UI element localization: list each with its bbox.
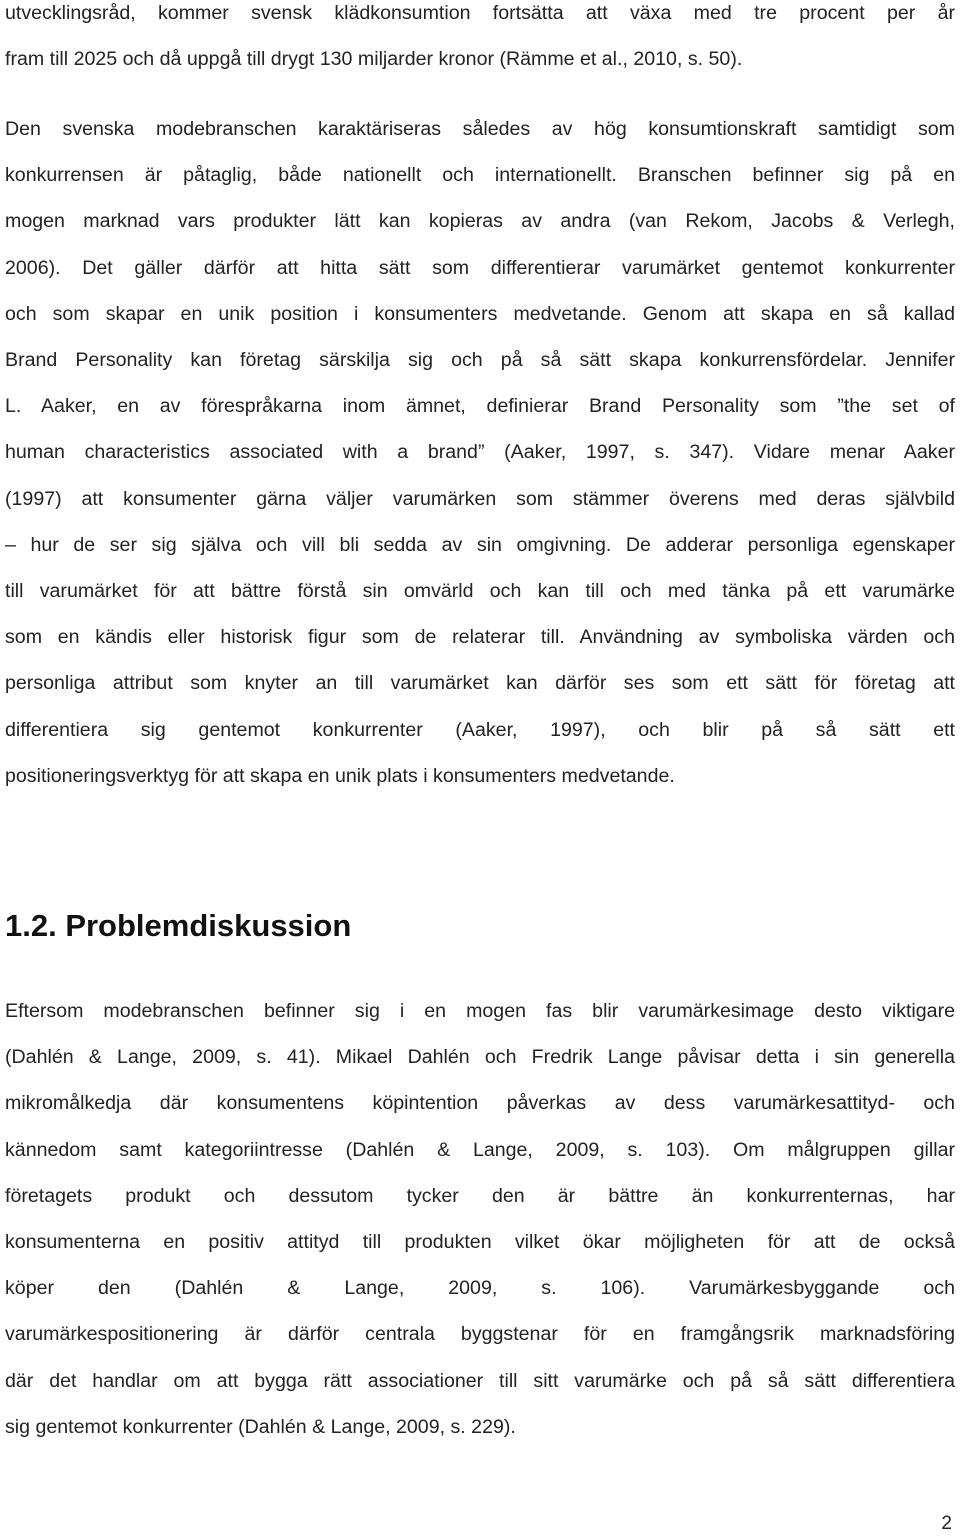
text-line: sig gentemot konkurrenter (Dahlén & Lange, 2009, s. 229). — [5, 1415, 516, 1438]
text-line: företagets produkt och dessutom tycker den är bättre än konkurrenternas, har — [5, 1184, 955, 1207]
text-line: varumärkespositionering är därför centrala byggstenar för en framgångsrik marknadsföring — [5, 1323, 955, 1346]
text-line: mogen marknad vars produkter lätt kan kopieras av andra (van Rekom, Jacobs & Verlegh, — [5, 210, 955, 233]
page-number: 2 — [941, 1513, 952, 1534]
text-line: där det handlar om att bygga rätt associationer till sitt varumärke och på så sätt differentiera — [5, 1369, 955, 1392]
text-line: som en kändis eller historisk figur som de relaterar till. Användning av symboliska värden och — [5, 626, 955, 649]
text-line: fram till 2025 och då uppgå till drygt 130 miljarder kronor (Rämme et al., 2010, s. 50). — [5, 48, 743, 71]
text-line: konsumenterna en positiv attityd till produkten vilket ökar möjligheten för att de också — [5, 1231, 955, 1254]
text-line: positioneringsverktyg för att skapa en unik plats i konsumenters medvetande. — [5, 764, 675, 787]
text-line: utvecklingsråd, kommer svensk klädkonsumtion fortsätta att växa med tre procent per år — [5, 2, 955, 24]
text-line: differentiera sig gentemot konkurrenter (Aaker, 1997), och blir på så sätt ett — [5, 718, 955, 741]
text-line: personliga attribut som knyter an till varumärket kan därför ses som ett sätt för företag att — [5, 672, 955, 695]
text-line: mikromålkedja där konsumentens köpintention påverkas av dess varumärkesattityd- och — [5, 1092, 955, 1115]
text-line: Brand Personality kan företag särskilja sig och på så sätt skapa konkurrensfördelar. Jennifer — [5, 349, 955, 372]
text-line: (1997) att konsumenter gärna väljer varumärken som stämmer överens med deras självbild — [5, 487, 955, 510]
paragraph-brand-personality — [5, 106, 955, 799]
text-line: till varumärket för att bättre förstå sin omvärld och kan till och med tänka på ett varumärke — [5, 580, 955, 603]
text-line: konkurrensen är påtaglig, både nationellt och internationellt. Branschen befinner sig på en — [5, 164, 955, 187]
text-line: köper den (Dahlén & Lange, 2009, s. 106). Varumärkesbyggande och — [5, 1277, 955, 1300]
text-line: och som skapar en unik position i konsumenters medvetande. Genom att skapa en så kallad — [5, 302, 955, 325]
text-line: Den svenska modebranschen karaktäriseras således av hög konsumtionskraft samtidigt som — [5, 118, 955, 140]
text-line: 2006). Det gäller därför att hitta sätt som differentierar varumärket gentemot konkurrenter — [5, 256, 955, 279]
text-line: Eftersom modebranschen befinner sig i en mogen fas blir varumärkesimage desto viktigare — [5, 1000, 955, 1022]
section-heading: 1.2. Problemdiskussion — [5, 908, 352, 943]
paragraph-problem-discussion — [5, 988, 955, 1450]
text-line: kännedom samt kategoriintresse (Dahlén & Lange, 2009, s. 103). Om målgruppen gillar — [5, 1138, 955, 1161]
paragraph-intro-continuation — [5, 0, 955, 82]
text-line: human characteristics associated with a brand” (Aaker, 1997, s. 347). Vidare menar Aaker — [5, 441, 955, 464]
text-line: – hur de ser sig själva och vill bli sedda av sin omgivning. De adderar personliga egenskaper — [5, 533, 955, 556]
text-line: (Dahlén & Lange, 2009, s. 41). Mikael Dahlén och Fredrik Lange påvisar detta i sin generella — [5, 1046, 955, 1069]
text-line: L. Aaker, en av förespråkarna inom ämnet, definierar Brand Personality som ”the set of — [5, 395, 955, 418]
